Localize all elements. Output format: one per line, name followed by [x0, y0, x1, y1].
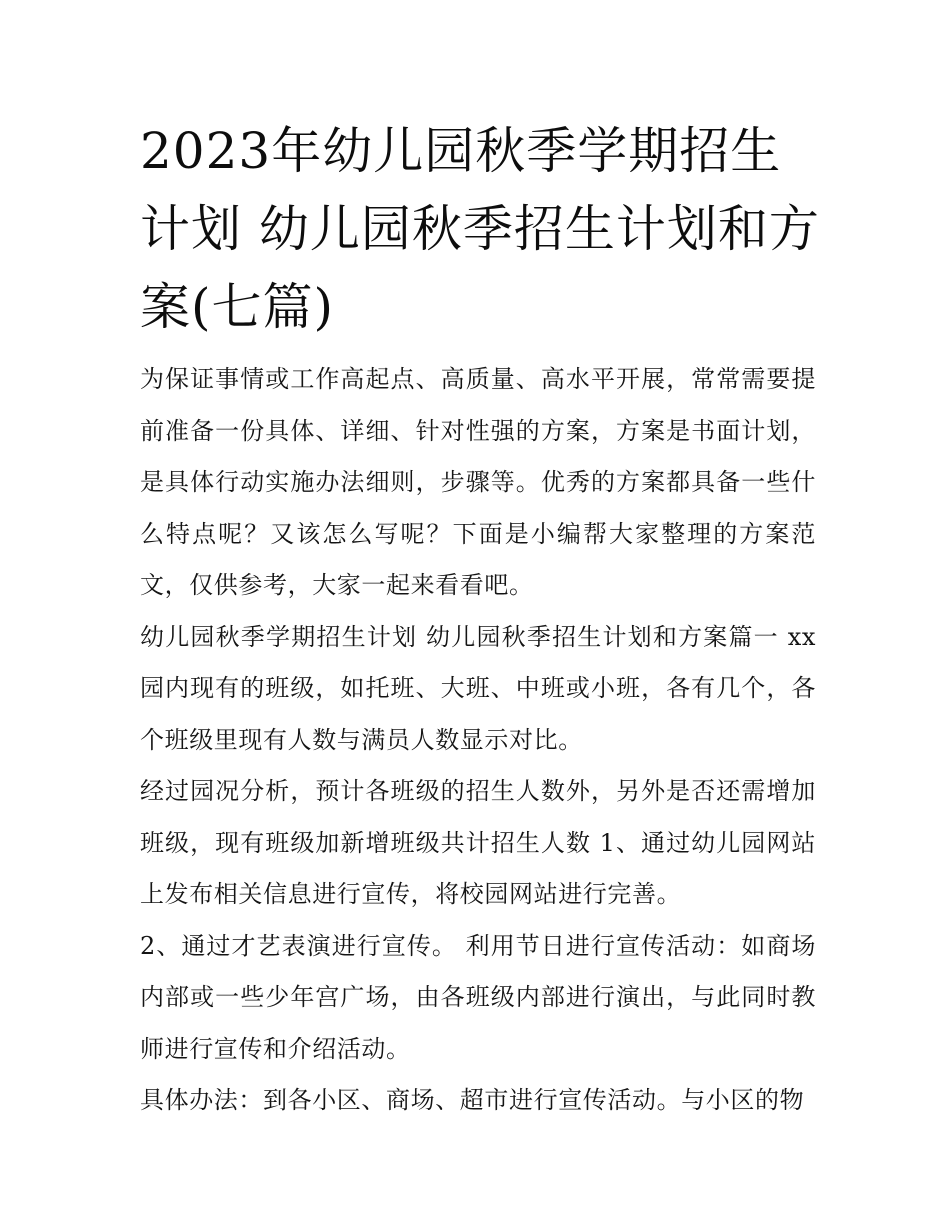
paragraph-intro: 为保证事情或工作高起点、高质量、高水平开展，常常需要提前准备一份具体、详细、针对性强的方案，方案是书面计划，是具体行动实施办法细则，步骤等。优秀的方案都具备一些什么特点呢？又该怎么写呢？下面是小编帮大家整理的方案范文，仅供参考，大家一起来看看吧。 [140, 365, 816, 599]
paragraph-classes: 幼儿园秋季学期招生计划 幼儿园秋季招生计划和方案篇一 xx园内现有的班级，如托班、大班、中班或小班，各有几个，各个班级里现有人数与满员人数显示对比。 [140, 622, 816, 754]
document-body [140, 354, 816, 1127]
document-title: 2023年幼儿园秋季学期招生计划 幼儿园秋季招生计划和方案(七篇) [140, 122, 820, 336]
paragraph-performance: 2、通过才艺表演进行宣传。 利用节日进行宣传活动：如商场内部或一些少年宫广场，由各班级内部进行演出，与此同时教师进行宣传和介绍活动。 [140, 931, 816, 1063]
paragraph-analysis: 经过园况分析，预计各班级的招生人数外，另外是否还需增加班级，现有班级加新增班级共计招生人数 1、通过幼儿园网站上发布相关信息进行宣传，将校园网站进行完善。 [140, 777, 816, 908]
paragraph-method: 具体办法：到各小区、商场、超市进行宣传活动。与小区的物 [140, 1086, 805, 1114]
